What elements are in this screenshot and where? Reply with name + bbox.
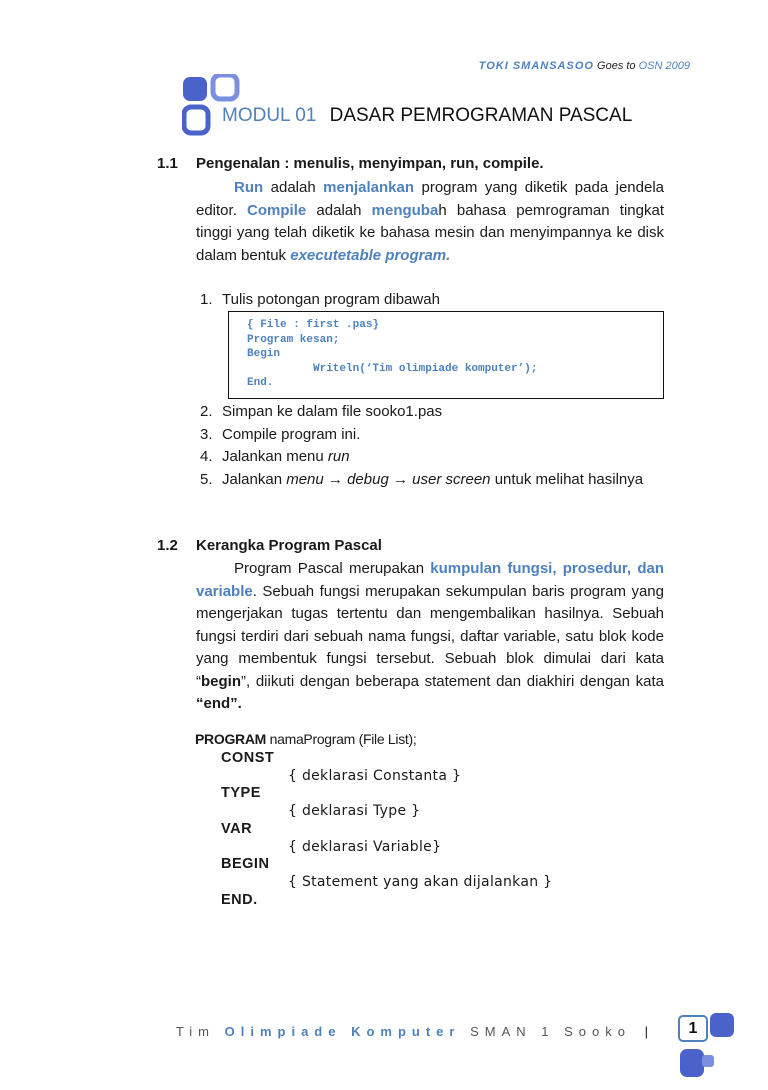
- skeleton-keyword: END.: [221, 891, 258, 908]
- list-item: 5. Jalankan menu → debug → user screen untuk melihat hasilnya: [200, 470, 644, 488]
- section-2-number: 1.2: [157, 537, 178, 554]
- page-number: 1: [678, 1015, 708, 1042]
- page-footer: Tim Olimpiade Komputer SMAN 1 Sooko |: [175, 1024, 648, 1039]
- program-skeleton-heading: PROGRAM namaProgram (File List);: [195, 731, 417, 747]
- list-item: 4. Jalankan menu run: [200, 448, 350, 465]
- module-title: [222, 105, 632, 127]
- skeleton-keyword: BEGIN: [221, 856, 270, 873]
- skeleton-comment: { deklarasi Variable}: [288, 838, 442, 855]
- section-1-paragraph: Run adalah menjalankan program yang diketik pada jendela editor. Compile adalah mengubah bahasa pemrograman tingkat tinggi yang telah diketik ke bahasa mesin dan menyimpannya ke disk dalam bentuk executetable program.: [196, 179, 664, 264]
- skeleton-keyword: CONST: [221, 750, 275, 766]
- steps-list-a: [200, 289, 664, 312]
- running-header: [479, 60, 690, 72]
- term-menjalankan: menjalankan: [323, 179, 415, 196]
- code-line: End.: [247, 377, 274, 389]
- header-goes-to: Goes to: [597, 60, 636, 72]
- code-line: Program kesan;: [247, 333, 340, 346]
- code-line: { File : first .pas}: [247, 319, 380, 331]
- term-executetable: executetable program.: [290, 246, 451, 264]
- arrow-right-icon: →: [323, 470, 348, 488]
- list-item: 3. Compile program ini.: [200, 425, 361, 443]
- term-run: Run: [234, 179, 264, 196]
- section-2-paragraph: Program Pascal merupakan kumpulan fungsi, prosedur, dan variable. Sebuah fungsi merupakan sekumpulan baris program yang mengerjakan tugas tertentu dan mengembalikan hasilnya. Sebuah fungsi terdiri dari sebuah nama fungsi, daftar variable, satu blok kode yang membentuk fungsi tersebut. Sebuah blok dimulai dari kata “begin”, diikuti dengan beberapa statement dan diakhiri dengan kata “end”.: [196, 560, 664, 712]
- skeleton-keyword: VAR: [221, 820, 253, 837]
- section-2-title: Kerangka Program Pascal: [196, 537, 382, 554]
- term-end: “end”.: [196, 695, 242, 712]
- module-name: DASAR PEMROGRAMAN PASCAL: [329, 105, 633, 126]
- code-block: [228, 311, 664, 399]
- header-event: OSN 2009: [638, 60, 690, 72]
- header-brand: TOKI SMANSASOO: [478, 60, 594, 72]
- term-begin: begin: [201, 672, 241, 690]
- term-kumpulan: kumpulan fungsi, prosedur, dan variable: [196, 560, 664, 600]
- skeleton-comment: { deklarasi Constanta }: [288, 767, 462, 784]
- skeleton-comment: { deklarasi Type }: [288, 803, 421, 820]
- arrow-right-icon: →: [388, 470, 413, 488]
- term-compile: Compile: [247, 201, 307, 219]
- skeleton-keyword: TYPE: [221, 785, 261, 802]
- module-number: MODUL 01: [222, 105, 317, 126]
- steps-list-b: [200, 401, 664, 491]
- program-skeleton: [221, 750, 552, 909]
- code-line: Begin: [247, 348, 281, 360]
- section-1-title: Pengenalan : menulis, menyimpan, run, compile.: [196, 155, 544, 172]
- skeleton-comment: { Statement yang akan dijalankan }: [288, 873, 553, 890]
- footer-separator: |: [644, 1024, 648, 1039]
- code-line: Writeln(‘Tim olimpiade komputer’);: [313, 362, 538, 375]
- list-item: 2. Simpan ke dalam file sooko1.pas: [200, 403, 443, 420]
- list-item: 1. Tulis potongan program dibawah: [200, 291, 440, 308]
- term-mengubah: menguba: [371, 201, 439, 219]
- section-1-number: 1.1: [157, 155, 178, 172]
